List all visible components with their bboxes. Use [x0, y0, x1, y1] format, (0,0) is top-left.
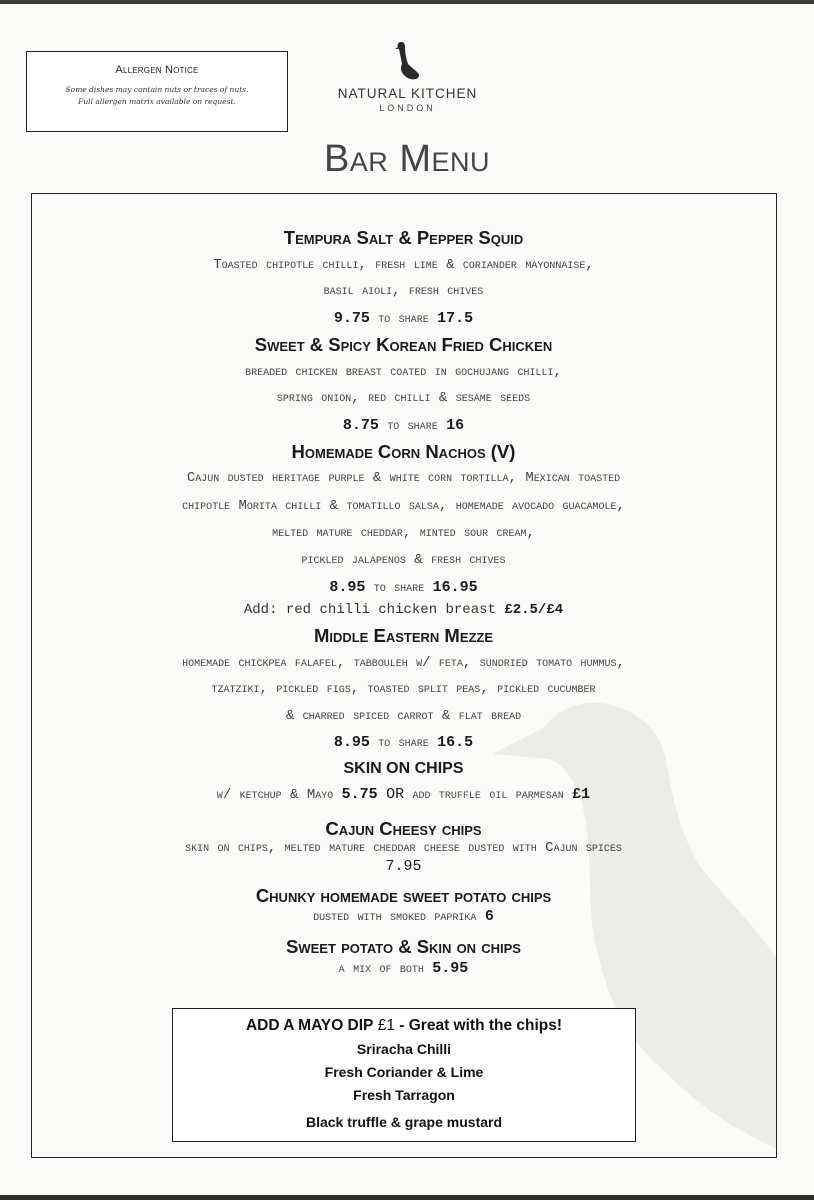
item-desc: melted mature cheddar, minted sour cream, [272, 525, 535, 541]
share-price: 16 [446, 417, 465, 434]
item-price-line [32, 908, 775, 925]
dip-header [173, 1017, 635, 1035]
item-desc: basil aioli, fresh chives [323, 283, 484, 299]
page-edge-top [0, 0, 814, 4]
item-price: 8.95 [333, 734, 370, 751]
item-desc: chipotle Morita chilli & tomatillo salsa, homemade avocado guacamole, [182, 498, 625, 514]
duck-icon [393, 40, 423, 82]
dip-options [173, 1038, 635, 1134]
allergen-notice-box [26, 51, 288, 132]
item-desc: add truffle oil parmesan [412, 787, 564, 803]
item-price-line [32, 960, 775, 977]
brand-city: LONDON [379, 103, 436, 113]
item-price-line [32, 786, 775, 803]
item-price: 7.95 [385, 858, 422, 875]
item-price: 8.75 [342, 417, 379, 434]
item-price: 5.75 [341, 786, 378, 803]
item-price: 5.95 [432, 960, 469, 977]
dip-header-title: ADD A MAYO DIP [245, 1017, 374, 1034]
dip-option: Sriracha Chilli [356, 1041, 452, 1057]
dip-header-price: £1 [377, 1017, 395, 1034]
item-desc: homemade chickpea falafel, tabbouleh w/ feta, sundried tomato hummus, [182, 655, 625, 671]
share-price: 16.95 [432, 579, 478, 596]
item-price-line [32, 310, 775, 327]
item-price-line [32, 734, 775, 751]
item-desc: a mix of both [338, 961, 424, 977]
share-price: 16.5 [437, 734, 474, 751]
item-name-korean-chicken: Sweet & Spicy Korean Fried Chicken [254, 334, 553, 355]
dip-option: Fresh Coriander & Lime [324, 1064, 484, 1080]
mayo-dip-box [172, 1008, 636, 1142]
item-desc: tzatziki, pickled figs, toasted split peas, pickled cucumber [211, 681, 596, 697]
item-name-nachos: Homemade Corn Nachos (V) [291, 441, 516, 462]
share-label: to share [378, 735, 429, 751]
item-price-line [32, 858, 775, 875]
allergen-notice-text [27, 84, 287, 108]
item-desc: dusted with smoked paprika [313, 909, 477, 925]
item-desc: pickled jalapenos & fresh chives [301, 552, 506, 568]
item-desc: & charred spiced carrot & flat bread [285, 708, 522, 724]
allergen-line-2: Full allergen matrix available on request. [78, 97, 236, 106]
item-name-skin-on-chips: SKIN ON CHIPS [343, 760, 464, 777]
item-desc: skin on chips, melted mature cheddar cheese dusted with Cajun spices [185, 840, 622, 856]
brand-name: NATURAL KITCHEN [337, 86, 478, 101]
item-price-line [32, 579, 775, 596]
item-price: 9.75 [333, 310, 370, 327]
item-name-mezze: Middle Eastern Mezze [313, 625, 494, 646]
item-price: £1 [572, 786, 591, 803]
share-label: to share [373, 580, 425, 596]
dip-option: Black truffle & grape mustard [305, 1114, 503, 1130]
brand-logo [320, 40, 495, 113]
addon-price: £2.5/£4 [504, 602, 564, 618]
item-price: 6 [484, 908, 494, 925]
page-edge-bottom [0, 1195, 814, 1200]
item-name-cajun-cheesy-chips: Cajun Cheesy chips [325, 818, 482, 839]
item-desc: spring onion, red chilli & sesame seeds [276, 390, 531, 406]
item-desc: w/ ketchup & Mayo [216, 787, 334, 803]
item-name-squid: Tempura Salt & Pepper Squid [283, 227, 524, 248]
share-label: to share [387, 418, 438, 434]
dip-option: Fresh Tarragon [353, 1087, 455, 1103]
item-addon-line [32, 602, 775, 618]
menu-frame [31, 193, 777, 1158]
allergen-line-1: Some dishes may contain nuts or traces of nuts. [65, 85, 249, 94]
menu-title: Bar Menu [323, 138, 491, 180]
item-desc: Cajun dusted heritage purple & white corn tortilla, Mexican toasted [186, 470, 621, 486]
item-desc: Toasted chipotle chilli, fresh lime & coriander mayonnaise, [213, 257, 594, 273]
item-name-mixed-chips: Sweet potato & Skin on chips [286, 936, 521, 957]
or-label: OR [386, 786, 405, 803]
share-price: 17.5 [437, 310, 474, 327]
share-label: to share [378, 311, 429, 327]
addon-text: Add: red chilli chicken breast [243, 602, 496, 618]
allergen-notice-title: Allergen Notice [115, 64, 199, 76]
item-price-line [32, 417, 775, 434]
item-price: 8.95 [329, 579, 366, 596]
item-name-sweet-potato-chips: Chunky homemade sweet potato chips [255, 885, 552, 906]
dip-header-rest: - Great with the chips! [399, 1017, 563, 1034]
item-desc: breaded chicken breast coated in gochujang chilli, [245, 364, 562, 380]
